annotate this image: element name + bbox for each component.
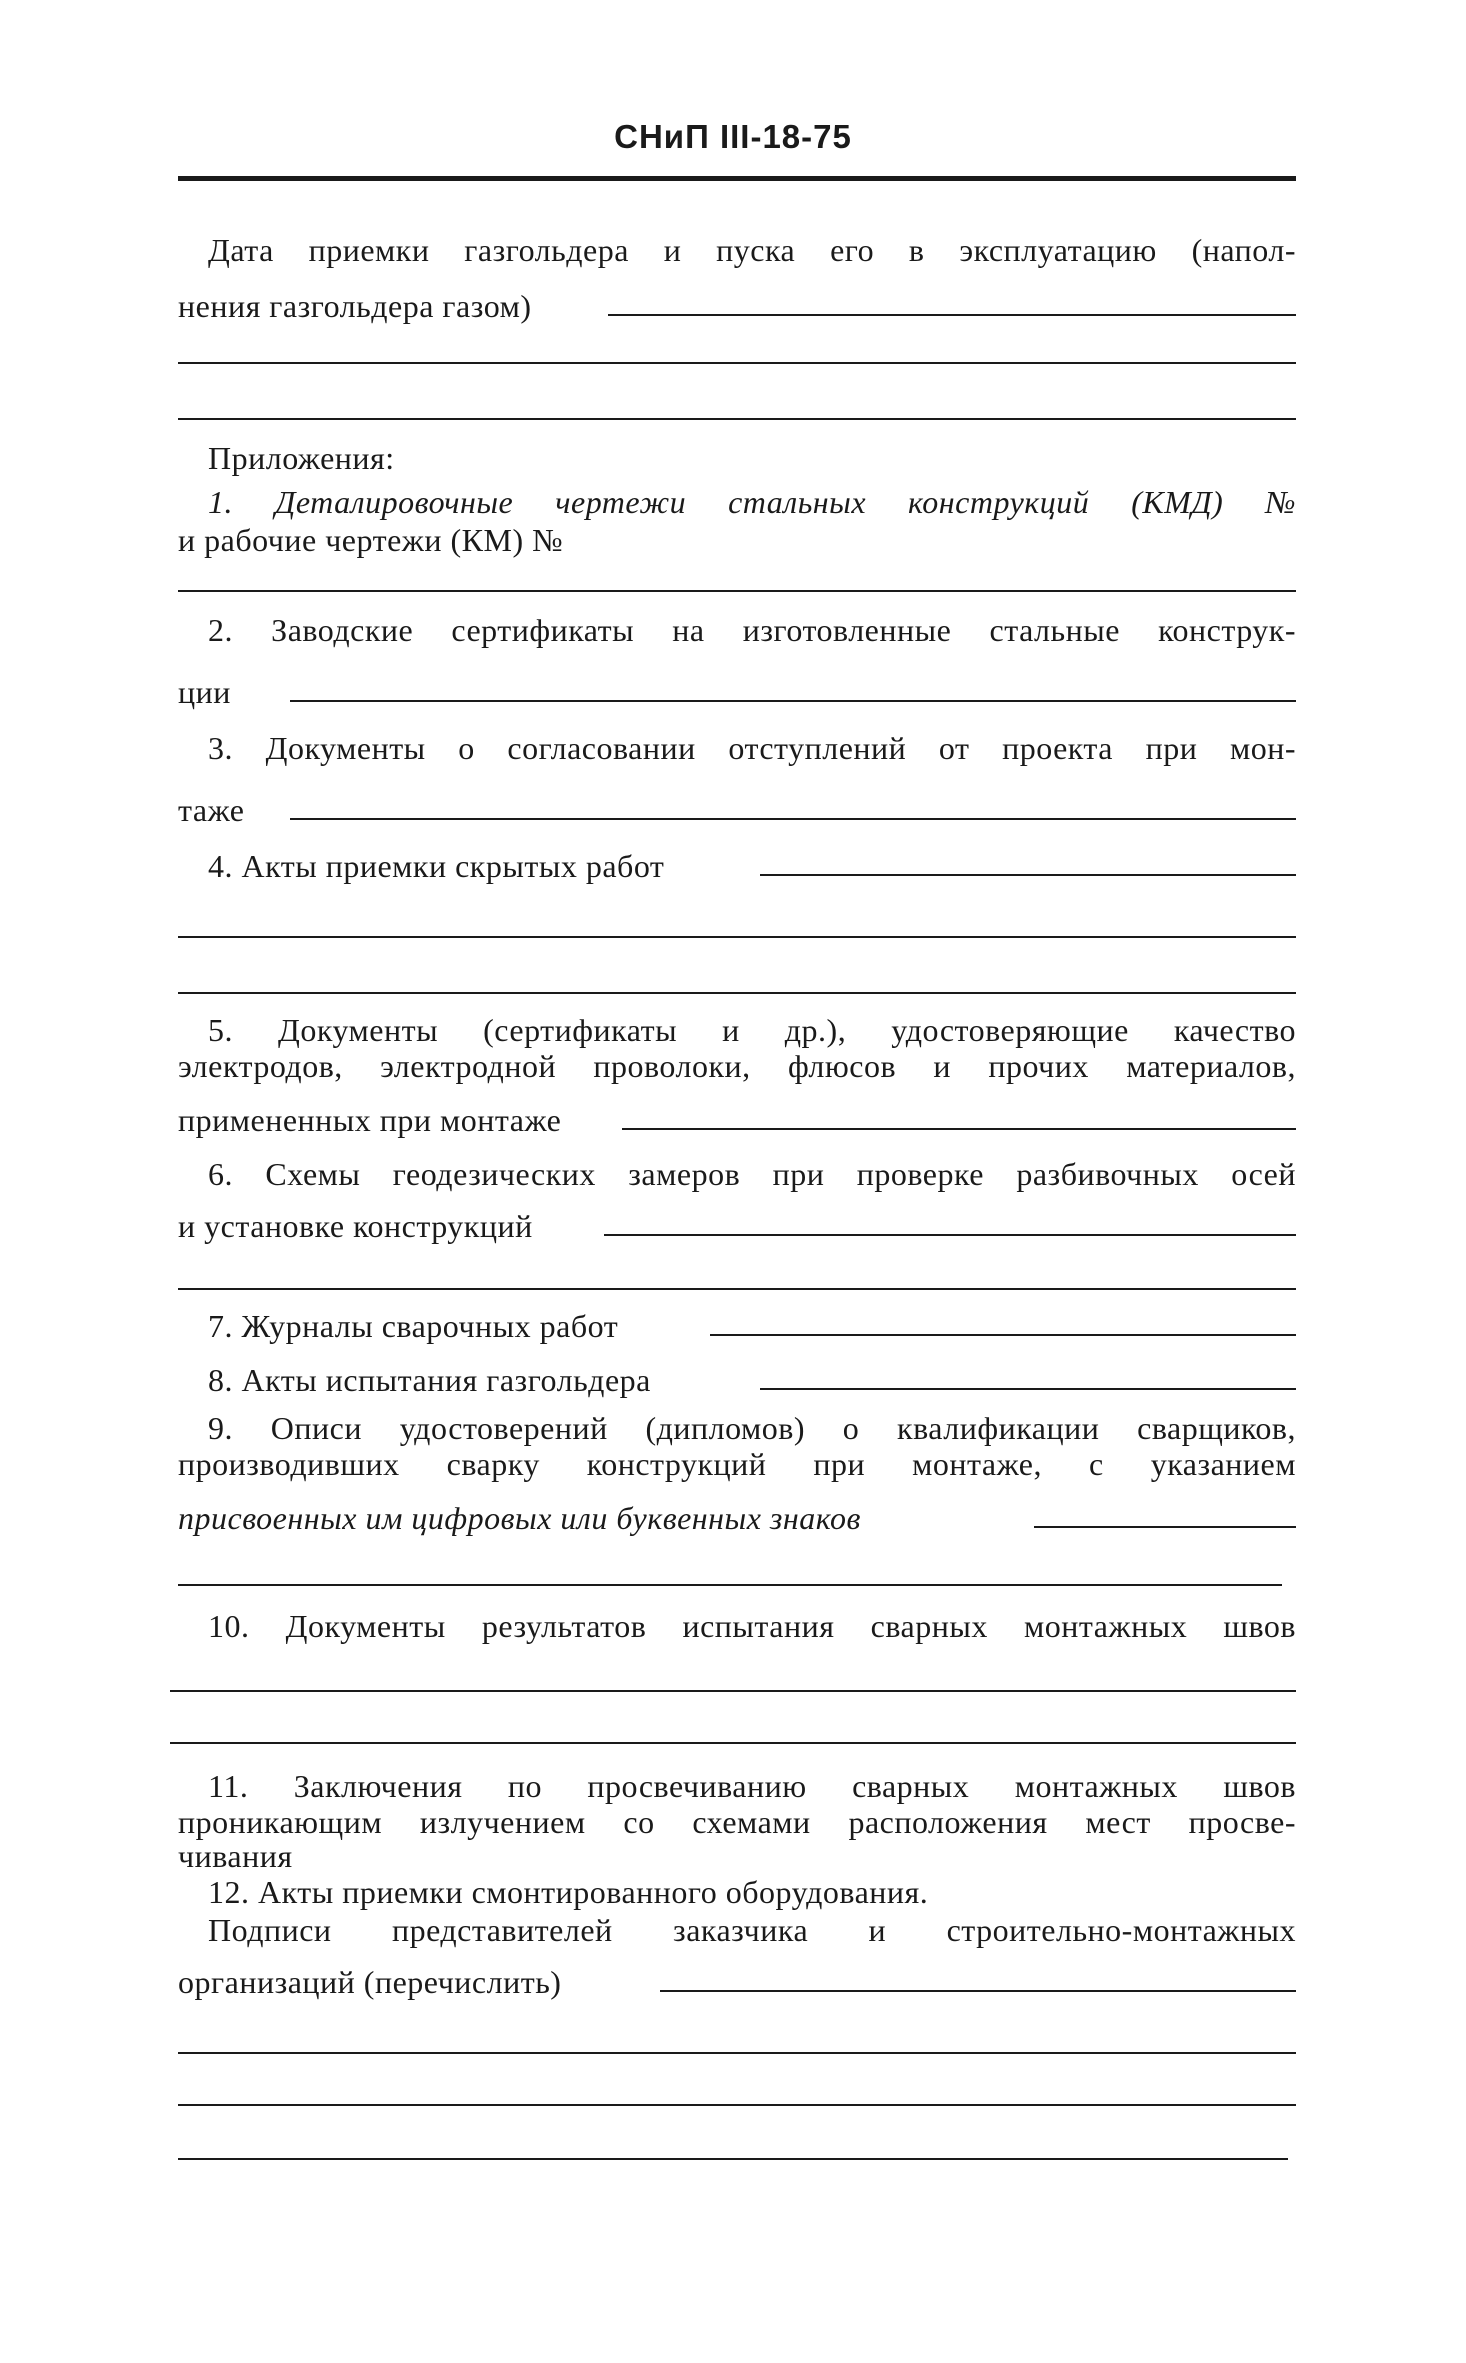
- item-1-line-1: 1. Деталировочные чертежи стальных конструкций (КМД) №: [208, 484, 1296, 520]
- signatures-fill-line-4[interactable]: [178, 2158, 1288, 2160]
- item-6-line-1: 6. Схемы геодезических замеров при проверке разбивочных осей: [208, 1156, 1296, 1192]
- item-6-line-2: и установке конструкций: [178, 1208, 533, 1244]
- item-5-fill-line[interactable]: [622, 1128, 1296, 1130]
- item-9-line-3: присвоенных им цифровых или буквенных знаков: [178, 1500, 861, 1536]
- item-8: 8. Акты испытания газгольдера: [208, 1362, 651, 1398]
- item-3-line-2: таже: [178, 792, 245, 828]
- item-11-line-3: чивания: [178, 1838, 293, 1874]
- item-6-fill-line[interactable]: [604, 1234, 1296, 1236]
- item-9-line-1: 9. Описи удостоверений (дипломов) о квалификации сварщиков,: [208, 1410, 1296, 1446]
- appendices-title: Приложения:: [208, 440, 395, 476]
- item-9-fill-line-2[interactable]: [178, 1584, 1282, 1586]
- item-6-fill-line-2[interactable]: [178, 1288, 1296, 1290]
- item-2-line-2: ции: [178, 674, 231, 710]
- item-9-fill-line[interactable]: [1034, 1526, 1296, 1528]
- document-header: СНиП III-18-75: [614, 118, 852, 155]
- header-rule: [178, 176, 1296, 181]
- item-11-line-1: 11. Заключения по просвечиванию сварных монтажных швов: [208, 1768, 1296, 1804]
- date-fill-line-3[interactable]: [178, 418, 1296, 420]
- item-2-line-1: 2. Заводские сертификаты на изготовленные стальные конструк-: [208, 612, 1296, 648]
- item-1-line-2: и рабочие чертежи (КМ) №: [178, 522, 564, 558]
- item-4-fill-line-2[interactable]: [178, 936, 1296, 938]
- item-10-fill-line-2[interactable]: [170, 1742, 1296, 1744]
- item-7: 7. Журналы сварочных работ: [208, 1308, 619, 1344]
- date-text-line-2: нения газгольдера газом): [178, 288, 532, 324]
- date-text-line-1: Дата приемки газгольдера и пуска его в эксплуатацию (напол-: [208, 232, 1296, 268]
- date-fill-line[interactable]: [608, 314, 1296, 316]
- item-4: 4. Акты приемки скрытых работ: [208, 848, 665, 884]
- signatures-fill-line[interactable]: [660, 1990, 1296, 1992]
- item-10: 10. Документы результатов испытания сварных монтажных швов: [208, 1608, 1296, 1644]
- item-2-fill-line[interactable]: [290, 700, 1296, 702]
- signatures-fill-line-2[interactable]: [178, 2052, 1296, 2054]
- item-8-fill-line[interactable]: [760, 1388, 1296, 1390]
- item-4-fill-line[interactable]: [760, 874, 1296, 876]
- item-9-line-2: производивших сварку конструкций при монтаже, с указанием: [178, 1446, 1296, 1482]
- item-11-line-2: проникающим излучением со схемами расположения мест просве-: [178, 1804, 1296, 1840]
- signatures-fill-line-3[interactable]: [178, 2104, 1296, 2106]
- item-4-fill-line-3[interactable]: [178, 992, 1296, 994]
- item-5-line-2: электродов, электродной проволоки, флюсов и прочих материалов,: [178, 1048, 1296, 1084]
- item-5-line-3: примененных при монтаже: [178, 1102, 562, 1138]
- item-3-fill-line[interactable]: [290, 818, 1296, 820]
- item-1-fill-line[interactable]: [178, 590, 1296, 592]
- item-10-fill-line[interactable]: [170, 1690, 1296, 1692]
- item-5-line-1: 5. Документы (сертификаты и др.), удостоверяющие качество: [208, 1012, 1296, 1048]
- signatures-line-1: Подписи представителей заказчика и строительно-монтажных: [208, 1912, 1296, 1948]
- item-12: 12. Акты приемки смонтированного оборудования.: [208, 1874, 929, 1910]
- signatures-line-2: организаций (перечислить): [178, 1964, 562, 2000]
- date-fill-line-2[interactable]: [178, 362, 1296, 364]
- item-3-line-1: 3. Документы о согласовании отступлений от проекта при мон-: [208, 730, 1296, 766]
- item-7-fill-line[interactable]: [710, 1334, 1296, 1336]
